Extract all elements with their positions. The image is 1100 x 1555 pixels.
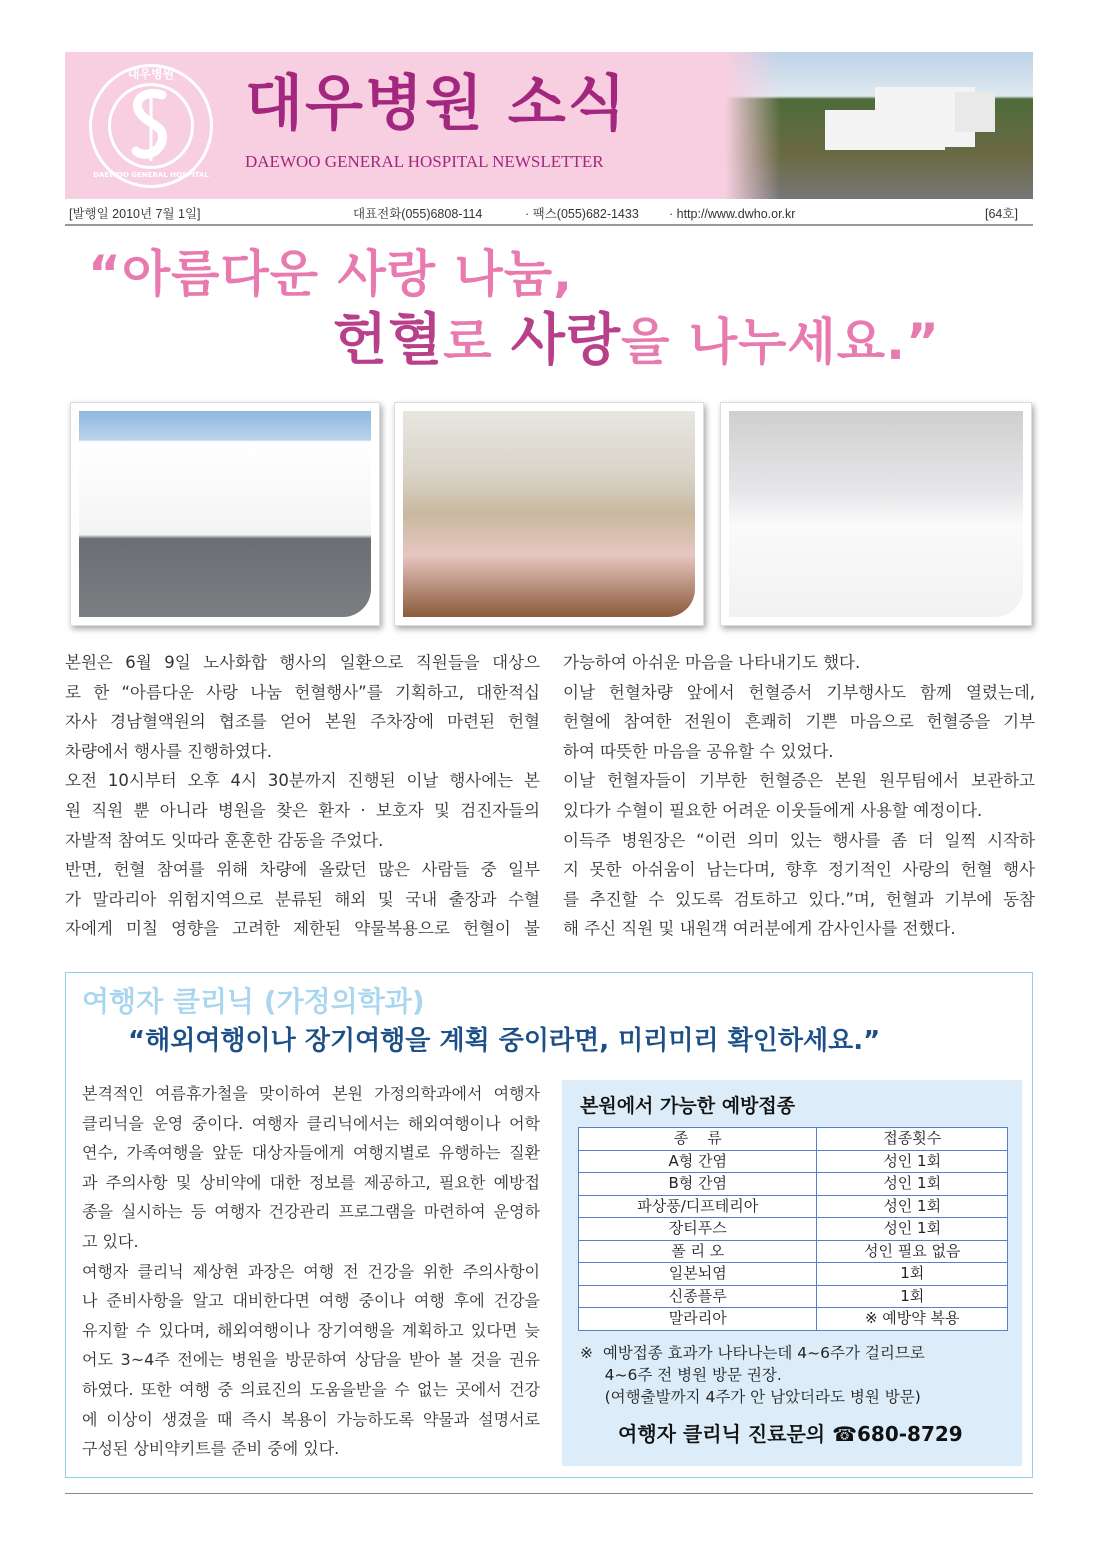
text-line: 나 준비사항을 알고 대비한다면 여행 중이나 여행 후에 건강을 [82,1291,540,1311]
text-line: 에 이상이 생겼을 때 즉시 복용이 가능하도록 약물과 설명서로 [82,1409,540,1429]
issue-date: [발행일 2010년 7월 1일] [69,207,201,221]
article-right-column [563,648,1035,944]
table-row [579,1263,1008,1286]
vaccine-cell: A형 간염 [579,1150,817,1173]
text-line: 오전 10시부터 오후 4시 30분까지 진행된 이날 행사에는 본 [65,771,540,791]
text-line: 하여 따뜻한 마음을 공유할 수 있었다. [563,741,834,761]
newsletter-subtitle: DAEWOO GENERAL HOSPITAL NEWSLETTER [245,152,604,171]
dose-cell: 성인 1회 [817,1218,1008,1241]
logo-text-bottom: DAEWOO GENERAL HOSPITAL [93,171,209,179]
vaccine-cell: 신종플루 [579,1285,817,1308]
dose-cell: ※ 예방약 복용 [817,1308,1008,1331]
vaccination-table [578,1127,1008,1331]
vaccine-cell: 파상풍/디프테리아 [579,1195,817,1218]
dose-cell: 1회 [817,1263,1008,1286]
clinic-subtitle: “해외여행이나 장기여행을 계획 중이라면, 미리미리 확인하세요.” [128,1026,881,1056]
logo-text-top: 대우병원 [127,67,175,81]
table-row [579,1173,1008,1196]
text-line: 연수, 가족여행을 앞둔 대상자들에게 여행지별로 유행하는 질환 [82,1143,540,1163]
text-line: 어도 3~4주 전에는 병원을 방문하여 상담을 받아 볼 것을 권유 [82,1350,540,1370]
newsletter-title: 대우병원 소식 [245,69,628,139]
text-line: 있다가 수혈이 필요한 어려운 이웃들에게 사용할 예정이다. [563,800,983,820]
text-line: 가능하여 아쉬운 마음을 나타내기도 했다. [563,653,861,672]
text-line: 본원은 6월 9일 노사화합 행사의 일환으로 직원들을 대상으 [65,653,540,672]
table-row [579,1195,1008,1218]
headline-blood-donation: 헌혈 [333,308,444,373]
photo-blood-donation-bus [70,402,380,626]
text-line: 자에게 미칠 영향을 고려한 제한된 약물복용으로 헌혈이 불 [65,919,540,939]
vaccine-cell: 장티푸스 [579,1218,817,1241]
divider [65,1493,1033,1494]
headline-line-1: “아름다운 사랑 나눔, [88,245,574,303]
logo-symbol-icon [126,89,176,163]
website-link[interactable]: · http://www.dwho.or.kr [669,207,796,221]
issue-number: [64호] [985,207,1018,221]
text-line: 자발적 참여도 잇따라 훈훈한 감동을 주었다. [65,830,384,850]
text-line: 헌혈에 참여한 전원이 흔쾌히 기쁜 마음으로 헌혈증을 기부 [563,712,1035,732]
vaccination-note [580,1342,925,1408]
header-type: 종 류 [579,1128,817,1151]
vaccine-cell: 말라리아 [579,1308,817,1331]
article-left-column [65,648,540,944]
table-header-row [579,1128,1008,1151]
text-line: 로 한 “아름다운 사랑 나눔 헌혈행사”를 기획하고, 대한적십 [65,682,540,702]
table-row [579,1150,1008,1173]
text-line: 차량에서 행사를 진행하였다. [65,741,273,761]
dose-cell: 성인 1회 [817,1173,1008,1196]
text-line: 본격적인 여름휴가철을 맞이하여 본원 가정의학과에서 여행자 [82,1084,540,1103]
fax-number: · 팩스(055)682-1433 [525,207,639,221]
note-line: 4~6주 전 병원 방문 권장. [580,1366,782,1384]
text-line: 이득주 병원장은 “이런 의미 있는 행사를 좀 더 일찍 시작하 [563,830,1035,850]
travel-clinic-box [65,972,1033,1478]
divider [65,224,1033,226]
text-line: 고 있다. [82,1231,139,1251]
text-line: 이날 헌혈자들이 기부한 헌혈증은 본원 원무팀에서 보관하고 [563,771,1035,791]
note-line: (여행출발까지 4주가 안 남았더라도 병원 방문) [580,1388,921,1406]
dose-cell: 성인 1회 [817,1195,1008,1218]
photo-donor-card-box [720,402,1032,626]
headline-love: 사랑 [510,308,622,373]
issue-info-bar [65,204,1033,224]
vaccine-cell: B형 간염 [579,1173,817,1196]
vaccination-title: 본원에서 가능한 예방접종 [580,1095,796,1117]
photo-donation-inside-bus [394,402,704,626]
text-line: 이날 헌혈차량 앞에서 헌혈증서 기부행사도 함께 열렸는데, [563,682,1035,702]
text-line: 종을 실시하는 등 여행자 건강관리 프로그램을 마련하여 운영하 [82,1202,540,1222]
text-line: 지 못한 아쉬움이 남는다며, 향후 정기적인 사랑의 헌혈 행사 [563,860,1035,880]
phone-number: 대표전화(055)6808-114 [353,207,483,221]
text-line: 유지할 수 있다며, 해외여행이나 장기여행을 계획하고 있다면 늦 [82,1320,540,1340]
clinic-contact: 여행자 클리닉 진료문의 ☎680-8729 [618,1422,963,1446]
vaccine-cell: 일본뇌염 [579,1263,817,1286]
hospital-building-photo [725,52,1033,199]
vaccination-panel [562,1080,1022,1466]
clinic-article [82,1079,540,1464]
headline-text: 을 나누세요.” [621,313,940,371]
dose-cell: 성인 1회 [817,1150,1008,1173]
text-line: 해 주신 직원 및 내원객 여러분에게 감사인사를 전했다. [563,919,956,939]
text-line: 하였다. 또한 여행 중 의료진의 도움을받을 수 없는 곳에서 건강 [82,1379,540,1399]
table-row [579,1285,1008,1308]
note-line: ※ 예방접종 효과가 나타나는데 4~6주가 걸리므로 [580,1344,925,1362]
text-line: 원 직원 뿐 아니라 병원을 찾은 환자 · 보호자 및 검진자들의 [65,800,540,820]
table-row [579,1240,1008,1263]
clinic-title: 여행자 클리닉 (가정의학과) [82,985,425,1018]
text-line: 가 말라리아 위험지역으로 분류된 해외 및 국내 출장과 수혈 [65,889,540,909]
dose-cell: 1회 [817,1285,1008,1308]
text-line: 클리닉을 운영 중이다. 여행자 클리닉에서는 해외여행이나 어학 [82,1113,540,1133]
headline-line-2 [333,310,940,373]
dose-cell: 성인 필요 없음 [817,1240,1008,1263]
table-row [579,1218,1008,1241]
text-line: 를 추진할 수 있도록 검토하고 있다.”며, 헌혈과 기부에 동참 [563,889,1035,909]
text-line: 여행자 클리닉 제상현 과장은 여행 전 건강을 위한 주의사항이 [82,1261,540,1281]
header-doses: 접종횟수 [817,1128,1008,1151]
headline-text: 로 [443,313,511,371]
table-row [579,1308,1008,1331]
vaccine-cell: 폴 리 오 [579,1240,817,1263]
text-line: 자사 경남혈액원의 협조를 얻어 본원 주차장에 마련된 헌혈 [65,712,540,732]
masthead [65,52,1033,199]
hospital-logo [89,64,213,188]
text-line: 구성된 상비약키트를 준비 중에 있다. [82,1439,340,1459]
text-line: 반면, 헌혈 참여를 위해 차량에 올랐던 많은 사람들 중 일부 [65,860,540,880]
text-line: 과 주의사항 및 상비약에 대한 정보를 제공하고, 필요한 예방접 [82,1172,540,1192]
